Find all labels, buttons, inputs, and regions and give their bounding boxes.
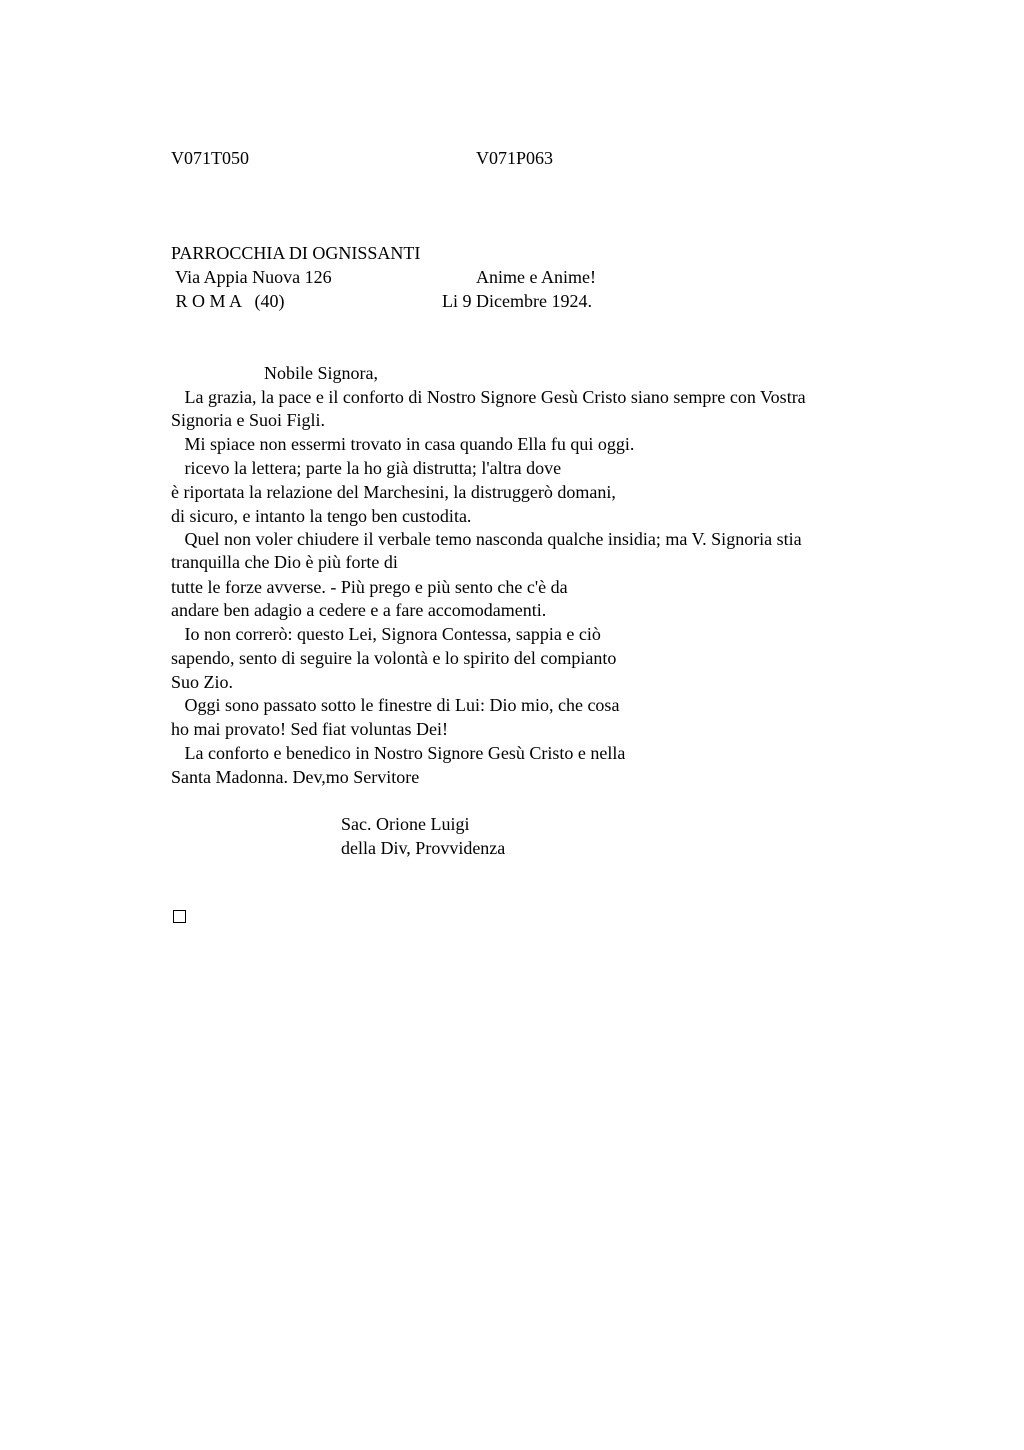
document-code-right: V071P063 (476, 148, 554, 168)
body-line: Signoria e Suoi Figli. (171, 410, 326, 430)
letterhead-city: R O M A (40) (171, 291, 285, 311)
body-line: ricevo la lettera; parte la ho già distrutta; l'altra dove (171, 458, 562, 478)
body-line: di sicuro, e intanto la tengo ben custodita. (171, 506, 472, 526)
signature-title: della Div, Provvidenza (341, 838, 506, 858)
signature-name: Sac. Orione Luigi (341, 814, 470, 834)
body-line: ho mai provato! Sed fiat voluntas Dei! (171, 719, 448, 739)
document-code-left: V071T050 (171, 148, 249, 168)
letterhead-date: Li 9 Dicembre 1924. (442, 291, 592, 311)
body-line: andare ben adagio a cedere e a fare accomodamenti. (171, 600, 547, 620)
body-line: tutte le forze avverse. - Più prego e più sento che c'è da (171, 577, 568, 597)
letterhead-parish: PARROCCHIA DI OGNISSANTI (171, 243, 421, 263)
letterhead-motto: Anime e Anime! (476, 267, 596, 287)
body-line: Quel non voler chiudere il verbale temo nasconda qualche insidia; ma V. Signoria stia (171, 529, 802, 549)
body-line: Io non correrò: questo Lei, Signora Contessa, sappia e ciò (171, 624, 601, 644)
salutation: Nobile Signora, (264, 363, 378, 383)
body-line: è riportata la relazione del Marchesini, la distruggerò domani, (171, 482, 616, 502)
body-line: tranquilla che Dio è più forte di (171, 552, 398, 572)
letterhead-address: Via Appia Nuova 126 (171, 267, 332, 287)
body-line: Suo Zio. (171, 672, 234, 692)
body-line: Oggi sono passato sotto le finestre di Lui: Dio mio, che cosa (171, 695, 620, 715)
body-line: La conforto e benedico in Nostro Signore Gesù Cristo e nella (171, 743, 626, 763)
square-glyph-icon (173, 910, 186, 923)
body-line: La grazia, la pace e il conforto di Nostro Signore Gesù Cristo siano sempre con Vostra (171, 387, 806, 407)
body-line: Santa Madonna. Dev,mo Servitore (171, 767, 420, 787)
body-line: Mi spiace non essermi trovato in casa quando Ella fu qui oggi. (171, 434, 635, 454)
body-line: sapendo, sento di seguire la volontà e lo spirito del compianto (171, 648, 617, 668)
